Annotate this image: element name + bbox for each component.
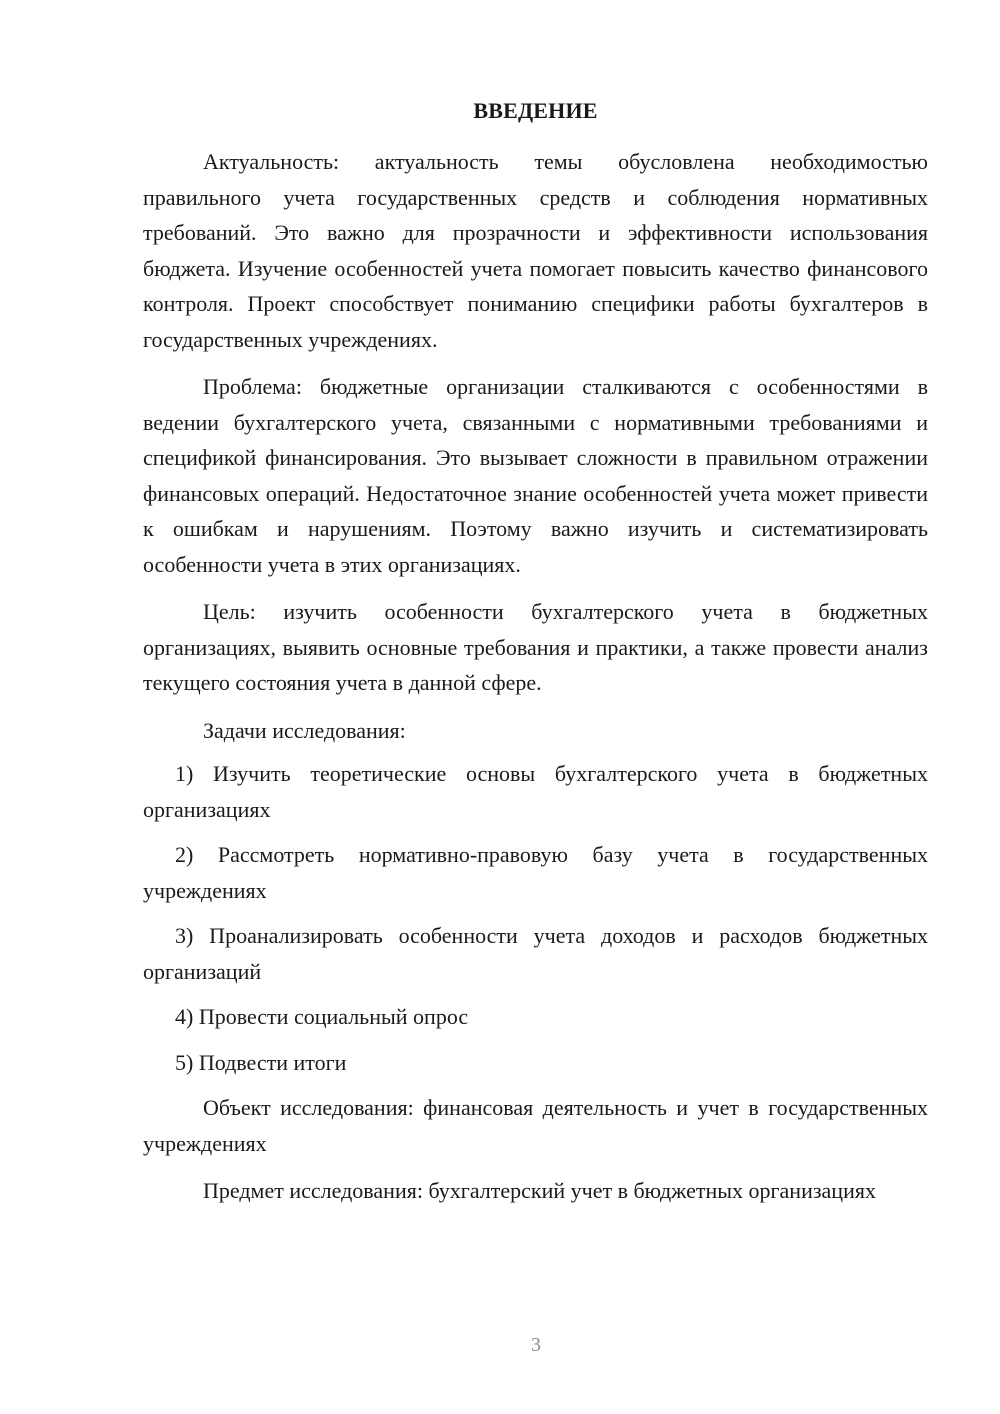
task-item-3: 3) Проанализировать особенности учета доходов и расходов бюджетных организаций: [143, 923, 928, 984]
task-item-1: 1) Изучить теоретические основы бухгалтерского учета в бюджетных организациях: [143, 761, 928, 822]
paragraph-problem: Проблема: бюджетные организации сталкиваются с особенностями в ведении бухгалтерского учета, связанными с нормативными требованиями и спецификой финансирования. Это вызывает сложности в правильном отражении финансовых операций. Недостаточное знание особенностей учета может привести к ошибкам и нарушениям. Поэтому важно изучить и систематизировать особенности учета в этих организациях.: [143, 374, 928, 577]
task-item-5: 5) Подвести итоги: [175, 1049, 347, 1075]
tasks-heading: Задачи исследования:: [203, 717, 406, 743]
task-item-4: 4) Провести социальный опрос: [175, 1004, 469, 1029]
paragraph-object: Объект исследования: финансовая деятельность и учет в государственных учреждениях: [143, 1095, 928, 1156]
task-item-2: 2) Рассмотреть нормативно-правовую базу учета в государственных учреждениях: [143, 842, 928, 903]
paragraph-relevance: Актуальность: актуальность темы обусловлена необходимостью правильного учета государственных средств и соблюдения нормативных требований. Это важно для прозрачности и эффективности использования бюджета. Изучение особенностей учета помогает повысить качество финансового контроля. Проект способствует пониманию специфики работы бухгалтеров в государственных учреждениях.: [143, 149, 928, 352]
page-number: 3: [531, 1334, 541, 1356]
paragraph-subject: Предмет исследования: бухгалтерский учет в бюджетных организациях: [203, 1178, 876, 1203]
page-content: [143, 96, 928, 1221]
page-title: ВВЕДЕНИЕ: [473, 98, 598, 123]
paragraph-goal: Цель: изучить особенности бухгалтерского учета в бюджетных организациях, выявить основные требования и практики, а также провести анализ текущего состояния учета в данной сфере.: [143, 599, 928, 695]
